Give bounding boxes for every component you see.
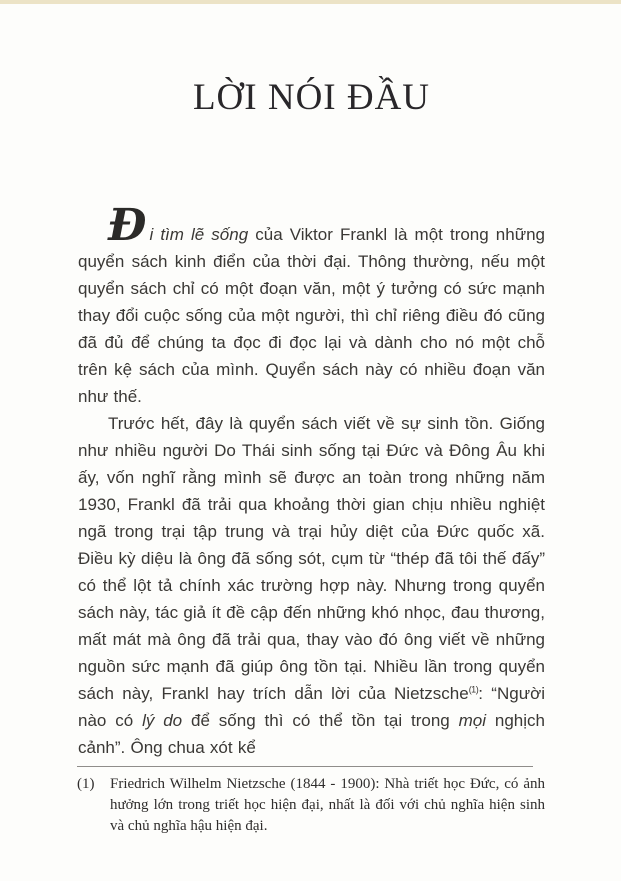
body-paragraphs <box>78 200 545 761</box>
text-segment: Trước hết, đây là quyển sách viết về sự sinh tồn. Giống như nhiều người Do Thái sinh sống tại Đức và Đông Âu khi ấy, vốn nghĩ rằng mình sẽ được an toàn trong những năm 1930, Frankl đã trải qua khoảng thời gian chịu nhiều nghiệt ngã trong trại tập trung và trại hủy diệt của Đức quốc xã. Điều kỳ diệu là ông đã sống sót, cụm từ “thép đã tôi thế đấy” có thể lột tả chính xác trường hợp này. Nhưng trong quyển sách này, tác giả ít đề cập đến những khó nhọc, đau thương, mất mát mà ông đã trải qua, thay vào đó ông viết về những nguồn sức mạnh đã giúp ông tồn tại. Nhiều lần trong quyển sách này, Frankl hay trích dẫn lời của Nietzsche <box>78 414 545 703</box>
italic-text-segment: lý do <box>142 711 183 730</box>
text-segment: nghịch cảnh”. Ông chua xót kể <box>78 711 545 757</box>
footnote-block <box>77 766 545 837</box>
italic-text-segment: i tìm lẽ sống <box>149 225 249 244</box>
text-segment: để sống thì có thể tồn tại trong <box>182 711 459 730</box>
drop-cap-letter: Đ <box>108 200 147 251</box>
paragraph <box>78 200 545 410</box>
paragraph <box>78 410 545 761</box>
footnote-separator <box>77 766 533 767</box>
footnote <box>77 774 545 837</box>
italic-text-segment: mọi <box>458 711 487 730</box>
text-segment: của Viktor Frankl là một trong những quyển sách kinh điển của thời đại. Thông thường, nếu một quyển sách chỉ có một đoạn văn, một ý tưởng có sức mạnh thay đổi cuộc sống của một người, thì chỉ riêng điều đó cũng đã đủ để chúng ta đọc đi đọc lại và dành cho nó một chỗ trên kệ sách của mình. Quyển sách này có nhiều đoạn văn như thế. <box>78 225 545 406</box>
footnote-text: Friedrich Wilhelm Nietzsche (1844 - 1900): Nhà triết học Đức, có ảnh hưởng lớn trong triết học hiện đại, nhất là đối với chủ nghĩa hiện sinh và chủ nghĩa hậu hiện đại. <box>110 776 545 834</box>
footnote-marker: (1) <box>77 776 95 792</box>
chapter-title: LỜI NÓI ĐẦU <box>192 77 431 118</box>
text-segment: : “Người nào có <box>78 684 545 730</box>
page-content <box>78 4 545 761</box>
footnote-reference: (1) <box>468 684 479 695</box>
